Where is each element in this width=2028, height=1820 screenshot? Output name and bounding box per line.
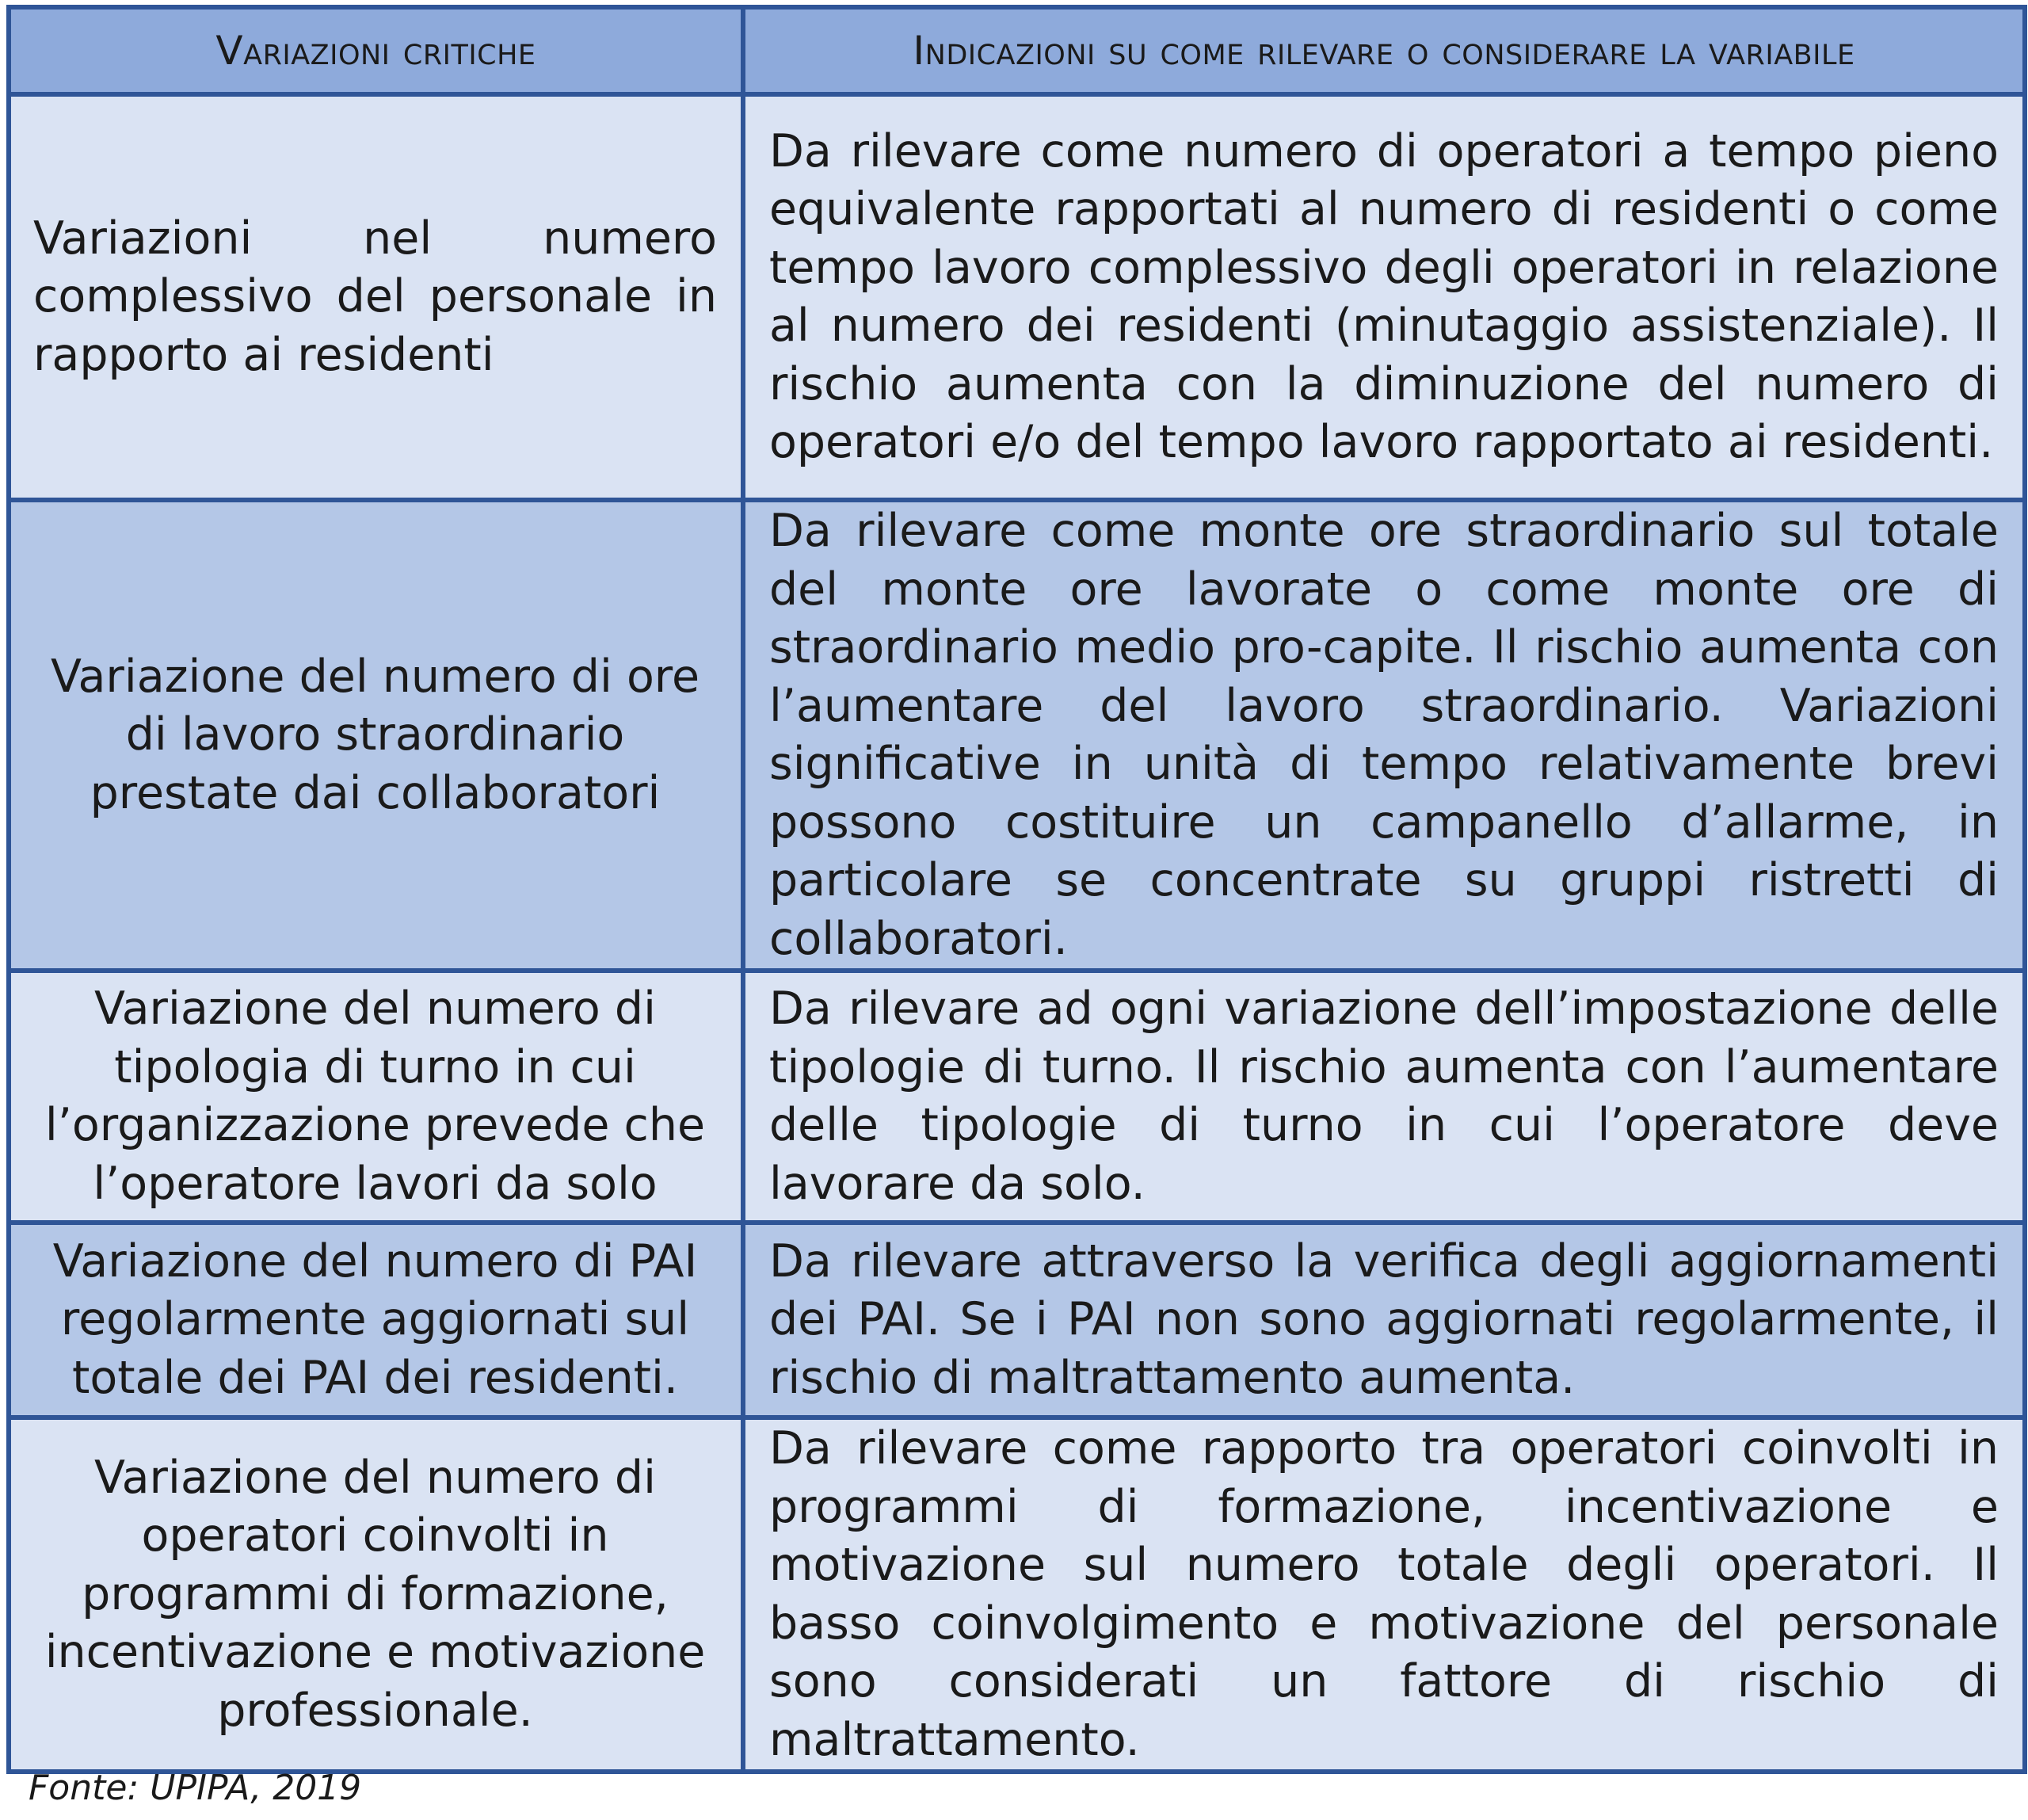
indication-cell: Da rilevare come numero di operatori a tempo pieno equivalente rapportati al numero di residenti o come tempo lavoro complessivo degli operatori in relazione al numero dei residenti (minutaggio assistenziale). Il rischio aumenta con la diminuzione del numero di operatori e/o del tempo lavoro rapportato ai residenti. (743, 94, 2025, 500)
indication-cell: Da rilevare come rapporto tra operatori coinvolti in programmi di formazione, incentivazione e motivazione sul numero totale degli operatori. Il basso coinvolgimento e motivazione del personale sono considerati un fattore di rischio di maltrattamento. (743, 1417, 2025, 1772)
indication-cell: Da rilevare come monte ore straordinario sul totale del monte ore lavorate o come monte ore di straordinario medio pro-capite. Il rischio aumenta con l’aumentare del lavoro straordinario. Variazioni significative in unità di tempo relativamente brevi possono costituire un campanello d’allarme, in particolare se concentrate su gruppi ristretti di collaboratori. (743, 500, 2025, 971)
table-row (9, 1223, 2025, 1417)
variation-cell: Variazioni nel numero complessivo del personale in rapporto ai residenti (9, 94, 743, 500)
indication-cell: Da rilevare ad ogni variazione dell’impostazione delle tipologie di turno. Il rischio aumenta con l’aumentare delle tipologie di turno in cui l’operatore deve lavorare da solo. (743, 971, 2025, 1223)
table-row (9, 1417, 2025, 1772)
header-variazioni-critiche: Variazioni critiche (9, 7, 743, 94)
variation-cell: Variazione del numero di ore di lavoro straordinario prestate dai collaboratori (9, 500, 743, 971)
source-caption: Fonte: UPIPA, 2019 (29, 1768, 362, 1808)
variation-cell: Variazione del numero di operatori coinvolti in programmi di formazione, incentivazione e motivazione professionale. (9, 1417, 743, 1772)
indication-cell: Da rilevare attraverso la verifica degli aggiornamenti dei PAI. Se i PAI non sono aggiornati regolarmente, il rischio di maltrattamento aumenta. (743, 1223, 2025, 1417)
table-header-row (9, 7, 2025, 94)
variation-cell: Variazione del numero di tipologia di turno in cui l’organizzazione prevede che l’operatore lavori da solo (9, 971, 743, 1223)
table-row (9, 971, 2025, 1223)
table-row (9, 94, 2025, 500)
variation-cell: Variazione del numero di PAI regolarmente aggiornati sul totale dei PAI dei residenti. (9, 1223, 743, 1417)
header-indicazioni: Indicazioni su come rilevare o considerare la variabile (743, 7, 2025, 94)
critical-variations-table (6, 5, 2027, 1774)
table-row (9, 500, 2025, 971)
